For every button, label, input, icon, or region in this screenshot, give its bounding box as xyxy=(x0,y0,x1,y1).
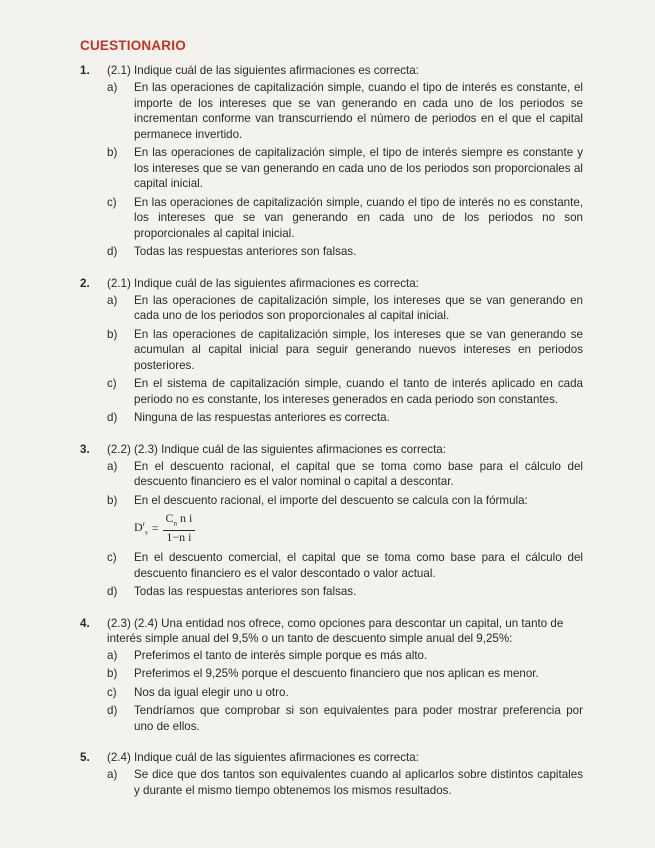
question-text: (2.4) Indique cuál de las siguientes afirmaciones es correcta: xyxy=(107,751,419,765)
option-d xyxy=(80,410,583,426)
formula-numerator-sub: n xyxy=(173,519,178,528)
option-d xyxy=(80,703,583,734)
option-letter: c) xyxy=(107,551,117,565)
formula-equals: = xyxy=(151,520,159,535)
formula-numerator-rest: n i xyxy=(177,511,193,525)
question-3 xyxy=(80,442,583,600)
option-c xyxy=(80,376,583,407)
option-letter: a) xyxy=(107,81,118,94)
question-header xyxy=(80,276,583,291)
option-letter: d) xyxy=(107,411,118,424)
question-header xyxy=(80,63,583,78)
option-letter: b) xyxy=(107,667,118,681)
option-text: Se dice que dos tantos son equivalentes cuando al aplicarlos sobre distintos capitales y durante el mismo tiempo obtenemos los mismos resultados. xyxy=(134,768,583,797)
option-letter: c) xyxy=(107,195,117,209)
page-title: CUESTIONARIO xyxy=(80,38,186,53)
question-number: 3. xyxy=(80,442,90,456)
question-number: 4. xyxy=(80,616,90,630)
formula-fraction xyxy=(163,512,196,544)
question-text: (2.1) Indique cuál de las siguientes afirmaciones es correcta: xyxy=(107,276,419,290)
option-text: Nos da igual elegir uno u otro. xyxy=(134,685,289,699)
question-text: (2.1) Indique cuál de las siguientes afirmaciones es correcta: xyxy=(107,64,419,77)
question-1 xyxy=(80,63,583,260)
formula-lhs-sub: s xyxy=(145,528,148,537)
option-c xyxy=(80,685,583,701)
question-4 xyxy=(80,616,583,735)
option-b xyxy=(80,666,583,682)
option-text: En las operaciones de capitalización simple, los intereses que se van generando en cada uno de los periodos son proporcionales al capital inicial. xyxy=(134,293,583,322)
option-text: En el descuento racional, el capital que se toma como base para el cálculo del descuento financiero es el valor nominal o capital a descontar. xyxy=(134,459,583,488)
option-letter: a) xyxy=(107,293,118,307)
option-letter: a) xyxy=(107,768,118,782)
formula-lhs-symbol: D xyxy=(134,520,143,534)
option-a xyxy=(80,80,583,142)
question-header xyxy=(80,616,583,646)
option-text: En las operaciones de capitalización simple, cuando el tipo de interés es constante, el importe de los intereses que se van generando en cada uno de los periodos se incrementan conforme van transcurriendo el número de periodos en el que el capital permanece invertido. xyxy=(134,81,583,141)
discount-formula xyxy=(134,512,583,544)
formula-numerator xyxy=(163,512,196,531)
option-text: Todas las respuestas anteriores son falsas. xyxy=(134,245,357,258)
option-d xyxy=(80,584,583,600)
formula-lhs-sup: r xyxy=(142,520,146,528)
option-text: Todas las respuestas anteriores son falsas. xyxy=(134,585,357,599)
question-2 xyxy=(80,276,583,426)
option-letter: b) xyxy=(107,146,118,159)
option-c xyxy=(80,195,583,242)
formula-lhs xyxy=(134,520,148,536)
question-header xyxy=(80,750,583,765)
question-text: (2.2) (2.3) Indique cuál de las siguientes afirmaciones es correcta: xyxy=(107,442,446,456)
question-header xyxy=(80,442,583,457)
formula-numerator-symbol: C xyxy=(165,511,174,525)
option-a xyxy=(80,648,583,664)
option-text: Tendríamos que comprobar si son equivalentes para poder mostrar preferencia por uno de ellos. xyxy=(134,704,583,733)
option-letter: b) xyxy=(107,327,118,341)
option-d xyxy=(80,244,583,260)
option-letter: d) xyxy=(107,585,118,599)
option-a xyxy=(80,293,583,324)
option-text: En el descuento racional, el importe del descuento se calcula con la fórmula: xyxy=(134,493,528,507)
option-text: En las operaciones de capitalización simple, los intereses que se van generando se acumulan al capital inicial para seguir generando nuevos intereses en periodos posteriores. xyxy=(134,327,583,372)
option-text: Ninguna de las respuestas anteriores es correcta. xyxy=(134,411,390,424)
option-text: En el descuento comercial, el capital que se toma como base para el cálculo del descuento financiero es el valor descontado o valor actual. xyxy=(134,551,583,580)
option-c xyxy=(80,550,583,581)
question-number: 1. xyxy=(80,64,90,77)
option-letter: d) xyxy=(107,704,118,718)
option-letter: a) xyxy=(107,459,118,473)
option-letter: c) xyxy=(107,377,117,390)
option-text: En las operaciones de capitalización simple, el tipo de interés siempre es constante y los intereses que se van generando en cada uno de los periodos son proporcionales al capital inicial. xyxy=(134,146,583,190)
option-a xyxy=(80,767,583,798)
option-a xyxy=(80,459,583,490)
option-b xyxy=(80,493,583,509)
question-number: 2. xyxy=(80,276,90,290)
option-text: Preferimos el tanto de interés simple porque es más alto. xyxy=(134,648,428,662)
option-b xyxy=(80,327,583,374)
formula-denominator: 1−n i xyxy=(166,530,192,545)
option-text: En las operaciones de capitalización simple, cuando el tipo de interés no es constante, los intereses que se van generando en cada uno de los periodos no son proporcionales al capital inicial. xyxy=(134,195,583,240)
option-letter: a) xyxy=(107,648,118,662)
question-text: (2.3) (2.4) Una entidad nos ofrece, como opciones para descontar un capital, un tanto de interés simple anual del 9,5% o un tanto de descuento simple anual del 9,25%: xyxy=(107,616,564,645)
option-text: Preferimos el 9,25% porque el descuento financiero que nos aplican es menor. xyxy=(134,667,539,681)
question-5 xyxy=(80,750,583,798)
question-number: 5. xyxy=(80,751,90,765)
option-text: En el sistema de capitalización simple, cuando el tanto de interés aplicado en cada periodo no es constante, los intereses generados en cada periodo son constantes. xyxy=(134,377,583,406)
option-letter: b) xyxy=(107,493,118,507)
option-letter: d) xyxy=(107,245,118,258)
option-letter: c) xyxy=(107,685,117,699)
option-b xyxy=(80,145,583,192)
